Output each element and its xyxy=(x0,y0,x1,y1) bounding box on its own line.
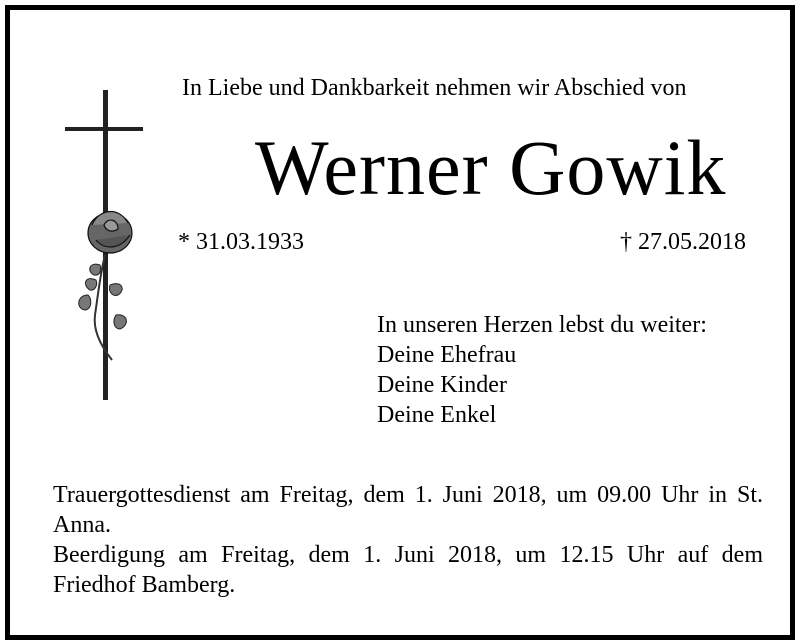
mourner-line: Deine Ehefrau xyxy=(377,342,517,368)
birth-date: * 31.03.1933 xyxy=(178,229,304,255)
mourners-list xyxy=(377,310,707,430)
burial-text: Beerdigung am Freitag, dem 1. Juni 2018, um 12.15 Uhr auf dem Friedhof Bamberg. xyxy=(53,542,763,598)
mourner-line: Deine Enkel xyxy=(377,402,497,428)
service-details xyxy=(53,480,763,600)
death-date: † 27.05.2018 xyxy=(620,229,746,255)
obituary-frame xyxy=(5,5,795,640)
mourners-heading: In unseren Herzen lebst du weiter: xyxy=(377,312,707,338)
cross-with-rose-icon xyxy=(60,85,150,405)
intro-text: In Liebe und Dankbarkeit nehmen wir Abschied von xyxy=(182,75,687,101)
funeral-service-text: Trauergottesdienst am Freitag, dem 1. Juni 2018, um 09.00 Uhr in St. Anna. xyxy=(53,482,763,538)
deceased-name: Werner Gowik xyxy=(255,124,727,211)
mourner-line: Deine Kinder xyxy=(377,372,507,398)
